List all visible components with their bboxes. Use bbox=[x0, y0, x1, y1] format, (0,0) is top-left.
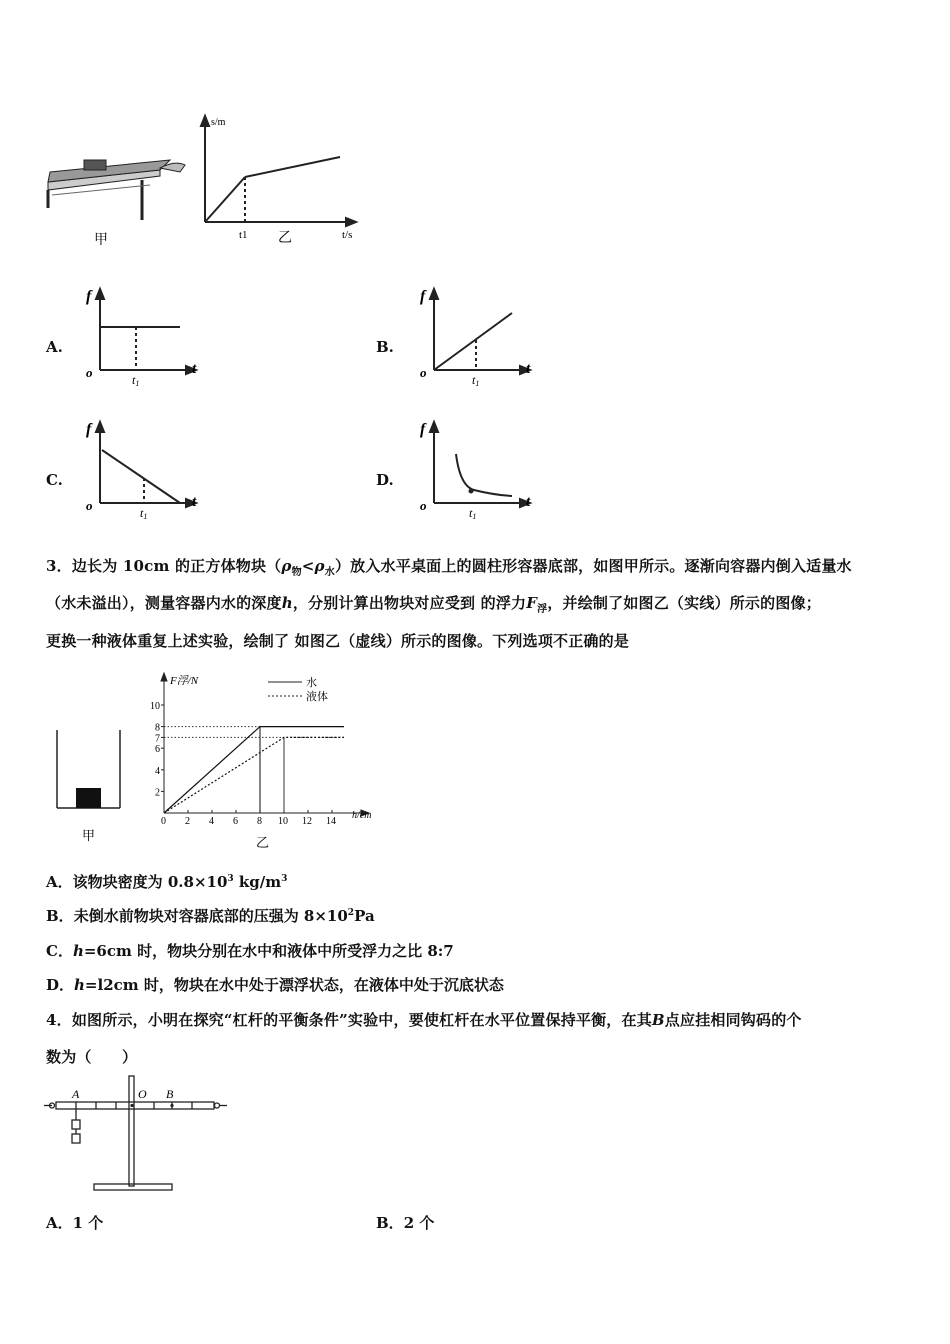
fig-yi-label: 乙 bbox=[278, 231, 292, 246]
x-tick-label-2: 2 bbox=[185, 816, 190, 827]
st-t1-label: t1 bbox=[239, 229, 248, 241]
q3-F-sub: 浮 bbox=[537, 604, 548, 615]
cube-block bbox=[76, 788, 101, 808]
q3-option-c-h: h bbox=[72, 942, 84, 960]
q3-line-2 bbox=[46, 592, 821, 615]
q4-line-1 bbox=[46, 1009, 802, 1030]
q2-option-b-graph[interactable] bbox=[414, 285, 534, 390]
q3-line2-a: （水未溢出），测量容器内水的深度 bbox=[46, 594, 282, 612]
axis-o: o bbox=[86, 498, 93, 513]
chart-ylabel: F浮/N bbox=[170, 675, 199, 687]
q3-option-c-letter: C． bbox=[46, 942, 73, 960]
x-tick-label-14: 14 bbox=[326, 816, 336, 827]
axis-t: t bbox=[192, 494, 197, 510]
lever-label-a: A bbox=[72, 1087, 80, 1101]
q3-option-b-text2: Pa bbox=[354, 907, 375, 925]
axis-t1: t1 bbox=[469, 506, 477, 521]
x-tick-label-0: 0 bbox=[161, 816, 166, 827]
axis-o: o bbox=[86, 365, 93, 380]
q4-line-2: 数为（ ） bbox=[46, 1048, 138, 1066]
chart-xlabel: h/cm bbox=[352, 810, 372, 821]
q3-line1-b: ）放入水平桌面上的圆柱形容器底部，如图甲所示。逐渐向容器内倒入适量水 bbox=[334, 557, 852, 575]
q4-option-a[interactable] bbox=[46, 1212, 103, 1233]
rho-obj-sub: 物 bbox=[291, 567, 302, 578]
q3-option-a-sup: 3 bbox=[227, 874, 234, 884]
q3-container-figure bbox=[50, 725, 130, 850]
q3-option-a[interactable] bbox=[46, 871, 287, 892]
q2-option-d-graph[interactable] bbox=[414, 418, 534, 523]
q3-line-3: 更换一种液体重复上述实验，绘制了 如图乙（虚线）所示的图像。下列选项不正确的是 bbox=[46, 632, 630, 650]
q3-line2-b: ，分别计算出物块对应受到 的浮力 bbox=[292, 594, 527, 612]
x-tick-label-10: 10 bbox=[278, 816, 288, 827]
chart-legend bbox=[268, 675, 328, 703]
q3-buoyancy-chart bbox=[140, 665, 390, 855]
q3-option-b-sup: 2 bbox=[347, 908, 355, 918]
q2-option-a-graph[interactable] bbox=[80, 285, 200, 390]
q2-option-a-letter[interactable]: A. bbox=[46, 338, 63, 356]
q4-option-b-letter: B． bbox=[376, 1214, 404, 1232]
legend-water: 水 bbox=[306, 677, 317, 689]
x-tick-label-8: 8 bbox=[257, 816, 262, 827]
axis-f: f bbox=[86, 288, 92, 305]
axis-t1: t1 bbox=[140, 506, 148, 521]
x-tick-label-4: 4 bbox=[209, 816, 214, 827]
st-graph bbox=[201, 116, 356, 226]
axis-t: t bbox=[192, 361, 197, 377]
x-tick-label-6: 6 bbox=[233, 816, 238, 827]
legend-liquid: 液体 bbox=[306, 691, 328, 703]
q2-option-c-letter[interactable]: C. bbox=[46, 471, 63, 489]
x-tick-label-12: 12 bbox=[302, 816, 312, 827]
q3-option-b-letter: B． bbox=[46, 907, 74, 925]
q4-B: B bbox=[651, 1011, 665, 1029]
q3-number: 3． bbox=[46, 557, 72, 575]
axis-t: t bbox=[526, 494, 531, 510]
y-tick-label-4: 4 bbox=[155, 765, 160, 777]
q4-number: 4． bbox=[46, 1011, 72, 1029]
lever-label-o: O bbox=[138, 1087, 147, 1101]
y-tick-label-8: 8 bbox=[155, 722, 160, 734]
rho-water-sub: 水 bbox=[324, 567, 335, 578]
axis-t: t bbox=[526, 361, 531, 377]
y-tick-label-2: 2 bbox=[155, 787, 160, 799]
y-tick-label-10: 10 bbox=[150, 701, 160, 712]
q2-top-figure bbox=[40, 110, 380, 255]
axis-o: o bbox=[420, 365, 427, 380]
fig-jia-label: 甲 bbox=[94, 233, 108, 248]
lt: < bbox=[301, 557, 315, 575]
axis-f: f bbox=[86, 421, 92, 438]
q3-line1-a: 边长为 10cm 的正方体物块（ bbox=[71, 557, 282, 575]
q4-option-b-text: 2 个 bbox=[403, 1214, 435, 1232]
q4-line1-b: 点应挂相同钩码的个 bbox=[664, 1011, 802, 1029]
q2-option-b-letter[interactable]: B. bbox=[376, 338, 394, 356]
q3-option-c-text: =6cm 时，物块分别在水中和液体中所受浮力之比 8:7 bbox=[83, 942, 454, 960]
y-tick-label-6: 6 bbox=[155, 744, 160, 756]
y-tick-label-7: 7 bbox=[155, 733, 160, 745]
table-illustration bbox=[48, 160, 185, 220]
q2-option-c-graph[interactable] bbox=[80, 418, 200, 523]
axis-t1: t1 bbox=[472, 373, 480, 388]
q3-option-a-letter: A． bbox=[46, 873, 73, 891]
axis-t1: t1 bbox=[132, 373, 140, 388]
q4-option-b[interactable] bbox=[376, 1212, 434, 1233]
axis-f: f bbox=[420, 421, 426, 438]
q4-lever-figure bbox=[44, 1072, 229, 1197]
q3-option-b[interactable] bbox=[46, 905, 375, 926]
series-liquid bbox=[164, 737, 344, 813]
q3-option-a-sup2: 3 bbox=[281, 874, 288, 884]
axis-f: f bbox=[420, 288, 426, 305]
series-water bbox=[164, 727, 344, 813]
q3-fig-jia-label: 甲 bbox=[82, 828, 96, 843]
axis-o: o bbox=[420, 498, 427, 513]
rho-obj: ρ bbox=[281, 557, 292, 575]
q3-option-a-text: 该物块密度为 0.8×10 bbox=[72, 873, 228, 891]
q2-option-d-letter[interactable]: D. bbox=[376, 471, 394, 489]
q3-h: h bbox=[281, 594, 293, 612]
q3-option-d-text: =l2cm 时，物块在水中处于漂浮状态，在液体中处于沉底状态 bbox=[84, 976, 504, 994]
q3-line-1 bbox=[46, 555, 852, 578]
q3-line2-c: ，并绘制了如图乙（实线）所示的图像； bbox=[547, 594, 821, 612]
q4-option-a-letter: A． bbox=[46, 1214, 73, 1232]
q3-option-d[interactable] bbox=[46, 974, 504, 995]
q4-line1-a: 如图所示，小明在探究“杠杆的平衡条件”实验中，要使杠杆在水平位置保持平衡，在其 bbox=[71, 1011, 652, 1029]
q3-option-c[interactable] bbox=[46, 940, 454, 961]
q3-F: F bbox=[526, 594, 538, 612]
q3-option-d-letter: D． bbox=[46, 976, 75, 994]
st-y-axis-label: s/m bbox=[211, 117, 226, 128]
rho-water: ρ bbox=[314, 557, 325, 575]
q3-fig-yi-label: 乙 bbox=[256, 835, 270, 850]
q3-option-d-h: h bbox=[74, 976, 85, 994]
st-x-axis-label: t/s bbox=[342, 229, 353, 241]
lever-label-b: B bbox=[166, 1087, 174, 1101]
q4-option-a-text: 1 个 bbox=[72, 1214, 104, 1232]
q3-option-b-text: 未倒水前物块对容器底部的压强为 8×10 bbox=[73, 907, 348, 925]
q3-option-a-text2: kg/m bbox=[233, 873, 282, 891]
